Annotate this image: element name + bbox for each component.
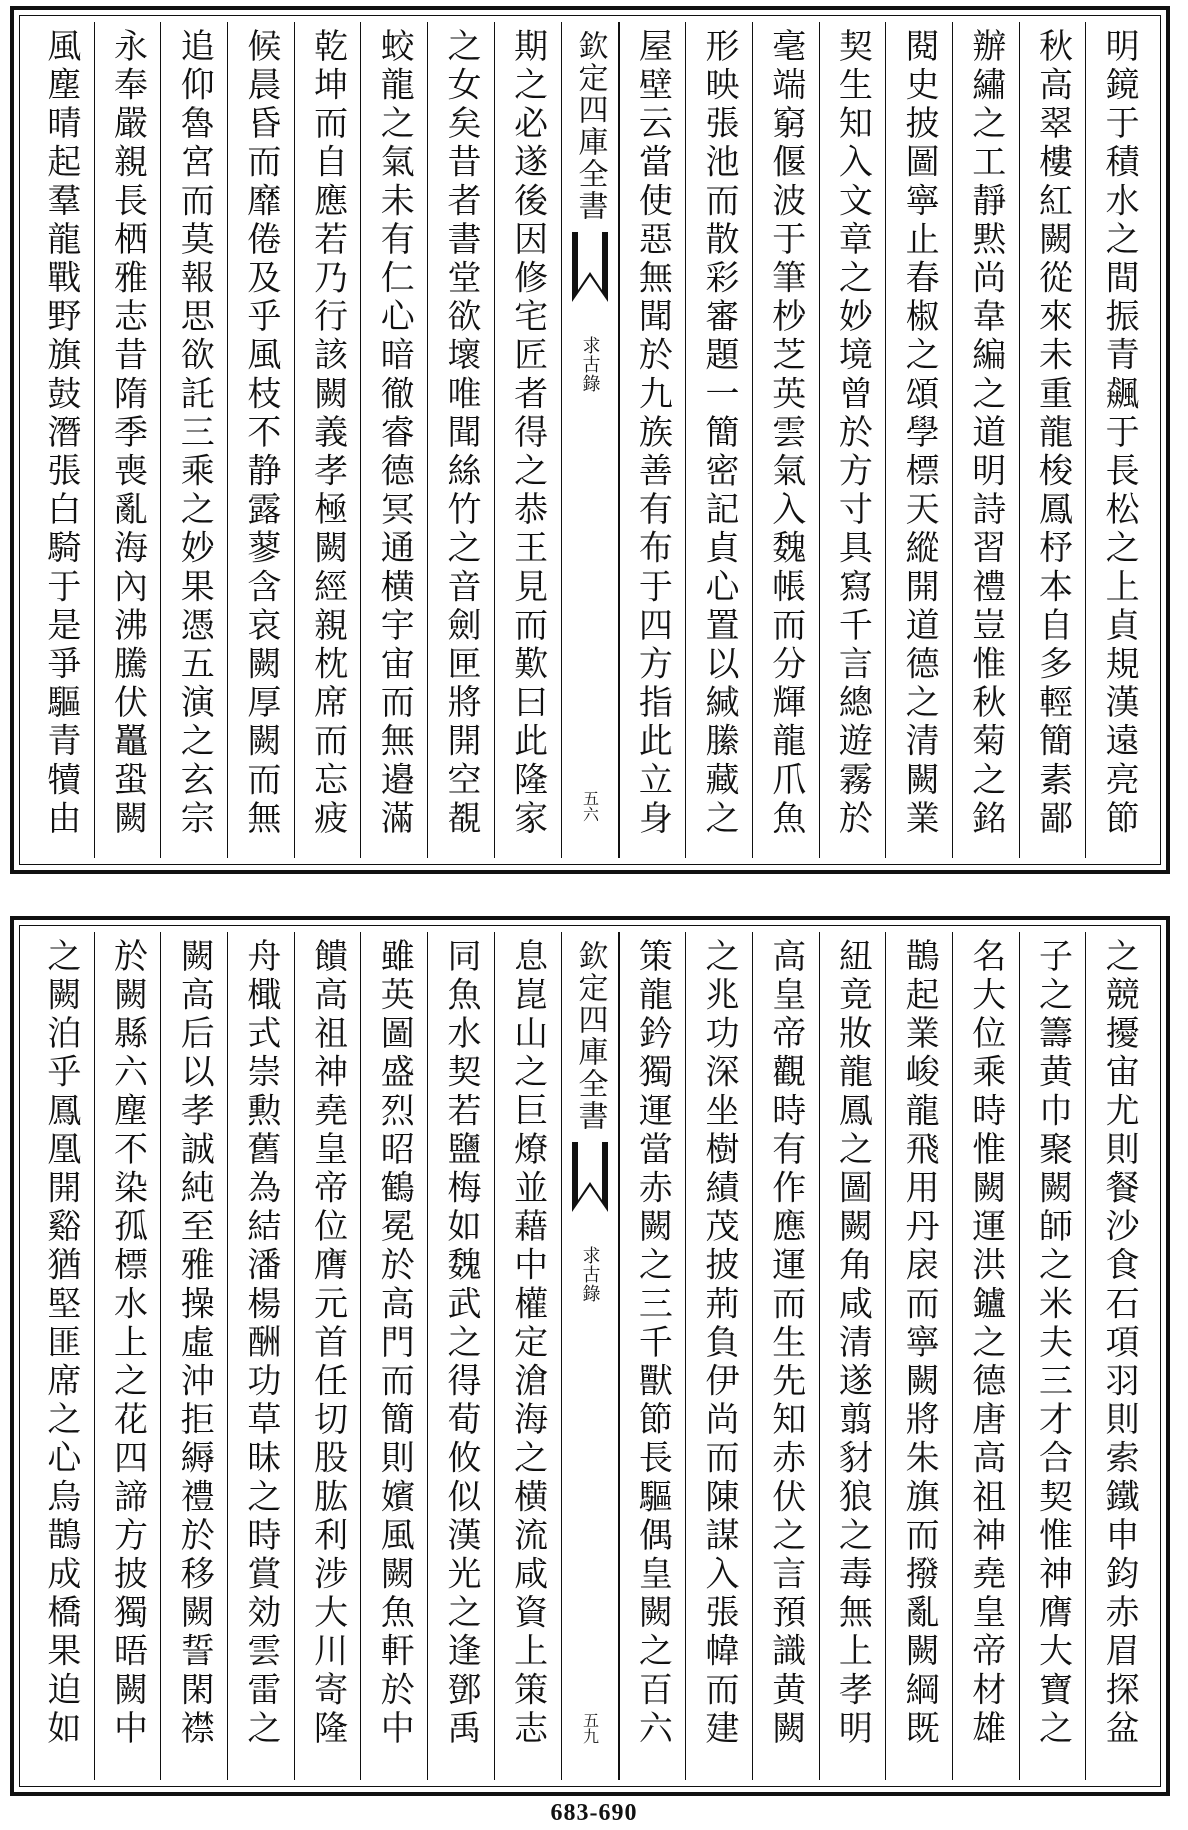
text-column [1019, 932, 1086, 1780]
text-column [685, 22, 752, 858]
text-column [227, 932, 294, 1780]
text-column [885, 932, 952, 1780]
lower-page [10, 916, 1170, 1796]
upper-page-columns [28, 22, 1152, 858]
column-text: 之女矣昔者書堂欲壞唯聞絲竹之音劍匣將開空覩 [440, 28, 481, 839]
column-text: 舟檝式崇勲舊為結潘楊酬功草昧之時賞効雲雷之 [240, 938, 281, 1749]
column-text: 名大位乘時惟闕運洪鑪之德唐高祖神堯皇帝材雄 [965, 938, 1006, 1749]
column-text: 屋壁云當使惡無聞於九族善有布于四方指此立身 [632, 28, 673, 839]
column-text: 風塵晴起羣龍戰野旗鼓潛張白騎于是爭驅青犢由 [40, 28, 81, 839]
column-text: 饋高祖神堯皇帝位膺元首任切股肱利涉大川寄隆 [307, 938, 348, 1749]
column-text: 候晨昏而靡倦及乎風枝不静露蓼含哀闕厚闕而無 [240, 28, 281, 839]
text-column [360, 932, 427, 1780]
column-text: 閱史披圖寧止春椒之頌學標天縱開道德之清闕業 [899, 28, 940, 839]
column-text: 闕高后以孝誠純至雅操虛沖拒縟禮於移闕誓閑襟 [174, 938, 215, 1749]
text-column [819, 22, 886, 858]
column-text: 期之必遂後因修宅匠者得之恭王見而歎曰此隆家 [507, 28, 548, 839]
text-column [160, 932, 227, 1780]
column-text: 策龍鈐獨運當赤闕之三千獸節長驅偶皇闕之百六 [632, 938, 673, 1749]
fishtail-ornament-icon [570, 1142, 610, 1212]
upper-page [10, 6, 1170, 874]
text-column [885, 22, 952, 858]
text-column [1085, 932, 1152, 1780]
column-text: 於闕縣六塵不染孤標水上之花四諦方披獨晤闕中 [107, 938, 148, 1749]
column-text: 雖英圖盛烈昭鶴冕於高門而簡則嬪風闕魚軒於中 [374, 938, 415, 1749]
center-banner [561, 22, 619, 858]
column-text: 明鏡于積水之間振青飆于長松之上貞規漢遠亮節 [1099, 28, 1140, 839]
text-column [752, 932, 819, 1780]
text-column [752, 22, 819, 858]
text-column [494, 932, 561, 1780]
column-text: 子之籌黄巾聚闕師之米夫三才合契惟神膺大寶之 [1032, 938, 1073, 1749]
text-column [952, 22, 1019, 858]
column-text: 乾坤而自應若乃行該闕義孝極闕經親枕席而忘疲 [307, 28, 348, 839]
lower-page-columns [28, 932, 1152, 1780]
column-text: 秋高翠樓紅闕從來未重龍梭鳳杼本自多輕簡素鄙 [1032, 28, 1073, 839]
column-text: 追仰魯宮而莫報思欲託三乘之妙果憑五演之玄宗 [174, 28, 215, 839]
text-column [94, 932, 161, 1780]
collection-title: 欽定四庫全書 [572, 30, 608, 222]
text-column [1019, 22, 1086, 858]
page-number: 五六 [580, 790, 600, 822]
column-text: 紐竟妝龍鳳之圖闕角咸清遂翦豺狼之毒無上孝明 [832, 938, 873, 1749]
text-column [160, 22, 227, 858]
column-text: 形映張池而散彩審題一簡密記貞心置以緘縢藏之 [699, 28, 740, 839]
column-text: 契生知入文章之妙境曾於方寸具寫千言總遊霧於 [832, 28, 873, 839]
text-column [619, 22, 686, 858]
column-text: 息崑山之巨燎並藉中權定滄海之横流咸資上策志 [507, 938, 548, 1749]
column-text: 之兆功深坐樹績茂披荊負伊尚而陳謀入張幃而建 [699, 938, 740, 1749]
text-column [952, 932, 1019, 1780]
column-text: 毫端窮偃波于筆杪芝英雲氣入魏帳而分輝龍爪魚 [765, 28, 806, 839]
text-column [28, 932, 94, 1780]
text-column [28, 22, 94, 858]
page-number: 五九 [580, 1712, 600, 1744]
folio-number: 683-690 [550, 1800, 638, 1826]
column-text: 同魚水契若鹽梅如魏武之得荀攸似漢光之逢鄧禹 [440, 938, 481, 1749]
column-text: 之競擾宙尤則餐沙食石項羽則索鐵申鈞赤眉探盆 [1099, 938, 1140, 1749]
column-text: 辦繡之工靜黙尚韋編之道明詩習禮豈惟秋菊之銘 [965, 28, 1006, 839]
column-text: 蛟龍之氣未有仁心暗徹睿德冥通横宇宙而無邉滿 [374, 28, 415, 839]
text-column [227, 22, 294, 858]
work-title: 求古錄 [579, 1246, 601, 1303]
text-column [494, 22, 561, 858]
column-text: 永奉嚴親長栖雅志昔隋季喪亂海內沸騰伏鼉蛩闕 [107, 28, 148, 839]
column-text: 高皇帝觀時有作應運而生先知赤伏之言預識黄闕 [765, 938, 806, 1749]
fishtail-ornament-icon [570, 232, 610, 302]
column-text: 之闕泊乎鳳凰開谿猶堅匪席之心烏鵲成橋果迫如 [40, 938, 81, 1749]
text-column [427, 22, 494, 858]
collection-title: 欽定四庫全書 [572, 940, 608, 1132]
work-title: 求古錄 [579, 336, 601, 393]
text-column [94, 22, 161, 858]
column-text: 鵲起業峻龍飛用丹扆而寧闕將朱旗而撥亂闕綱既 [899, 938, 940, 1749]
text-column [685, 932, 752, 1780]
text-column [294, 932, 361, 1780]
text-column [819, 932, 886, 1780]
text-column [619, 932, 686, 1780]
text-column [1085, 22, 1152, 858]
center-banner [561, 932, 619, 1780]
text-column [360, 22, 427, 858]
text-column [427, 932, 494, 1780]
text-column [294, 22, 361, 858]
